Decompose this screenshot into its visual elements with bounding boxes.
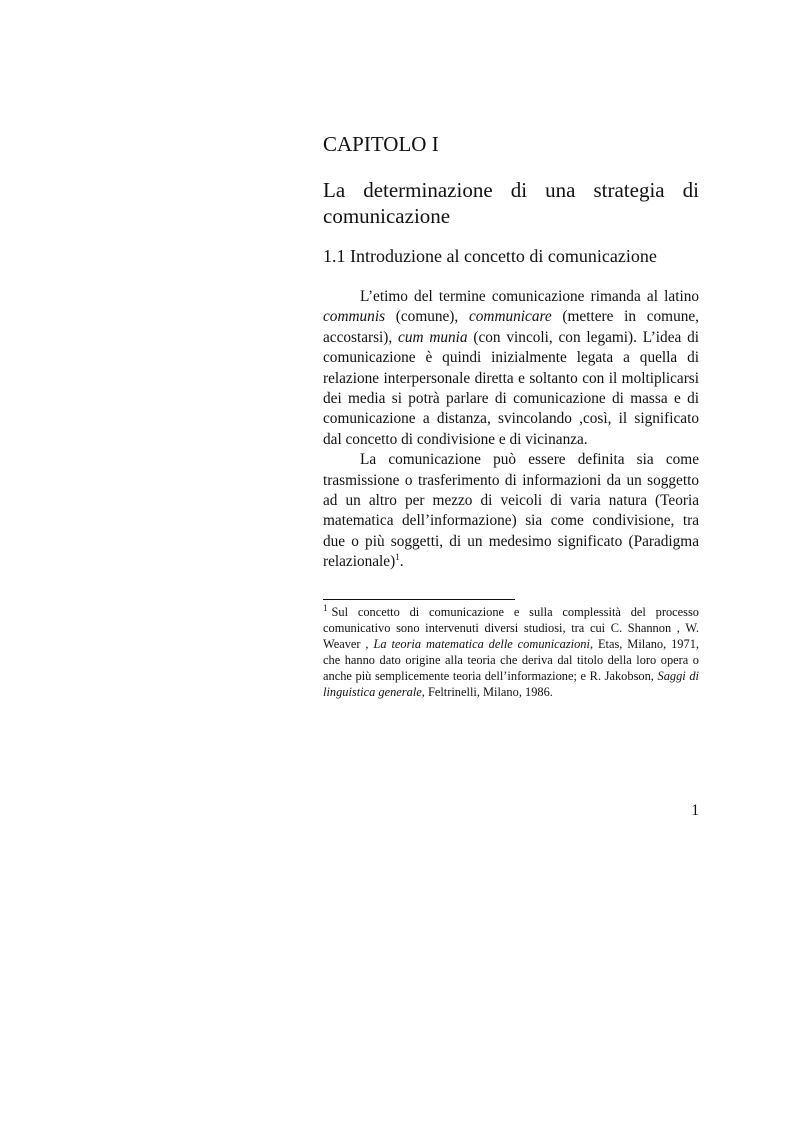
latin-term-cum-munia: cum munia — [398, 328, 468, 346]
body-text — [323, 287, 699, 573]
paragraph-1 — [323, 287, 699, 450]
paragraph-1-text-d: (con vincoli, con legami). L’idea di comunicazione è quindi inizialmente legata a quella di relazione interpersonale diretta e soltanto con il moltiplicarsi dei media si potrà parlare di comunicazione di massa e di comunicazione a distanza, svincolando ,così, il significato dal concetto di condivisione e di vicinanza. — [323, 328, 699, 448]
section-title: 1.1 Introduzione al concetto di comunicazione — [323, 246, 657, 266]
paragraph-1-text-a: L’etimo del termine comunicazione rimanda al latino — [360, 288, 699, 305]
paragraph-2-text: La comunicazione può essere definita sia come trasmissione o trasferimento di informazioni da un soggetto ad un altro per mezzo di veicoli di varia natura (Teoria matematica dell’informazione) sia come condivisione, tra due o più soggetti, di un medesimo significato (Paradigma relazionale) — [323, 451, 699, 571]
latin-term-communis: communis — [323, 308, 386, 326]
chapter-title: La determinazione di una strategia di comunicazione — [323, 178, 699, 228]
chapter-heading: CAPITOLO I — [323, 132, 439, 156]
paragraph-2-end: . — [399, 553, 404, 571]
footnote-divider — [323, 599, 515, 600]
footnote-book-title-1: La teoria matematica delle comunicazioni — [373, 637, 590, 652]
paragraph-1-text-c: (mettere in comune, accostarsi), — [323, 308, 699, 346]
footnote-number: 1 — [323, 603, 328, 613]
footnote — [323, 604, 699, 701]
paragraph-1-text-b: (comune), — [385, 308, 469, 326]
footnote-text-c: , Feltrinelli, Milano, 1986. — [421, 685, 553, 700]
paragraph-2 — [323, 450, 699, 572]
latin-term-communicare: communicare — [468, 308, 552, 326]
footnote-text-b: , Etas, Milano, 1971, che hanno dato origine alla teoria che deriva dal titolo della loro opera o anche più semplicemente teoria dell’informazione; e R. Jakobson, — [323, 637, 699, 684]
footnote-reference[interactable]: 1 — [395, 552, 400, 563]
page-number: 1 — [691, 802, 699, 819]
footnote-book-title-2: Saggi di linguistica generale — [323, 669, 699, 700]
footnote-text-a: Sul concetto di comunicazione e sulla complessità del processo comunicativo sono intervenuti diversi studiosi, tra cui C. Shannon , W. Weaver , — [323, 605, 699, 652]
